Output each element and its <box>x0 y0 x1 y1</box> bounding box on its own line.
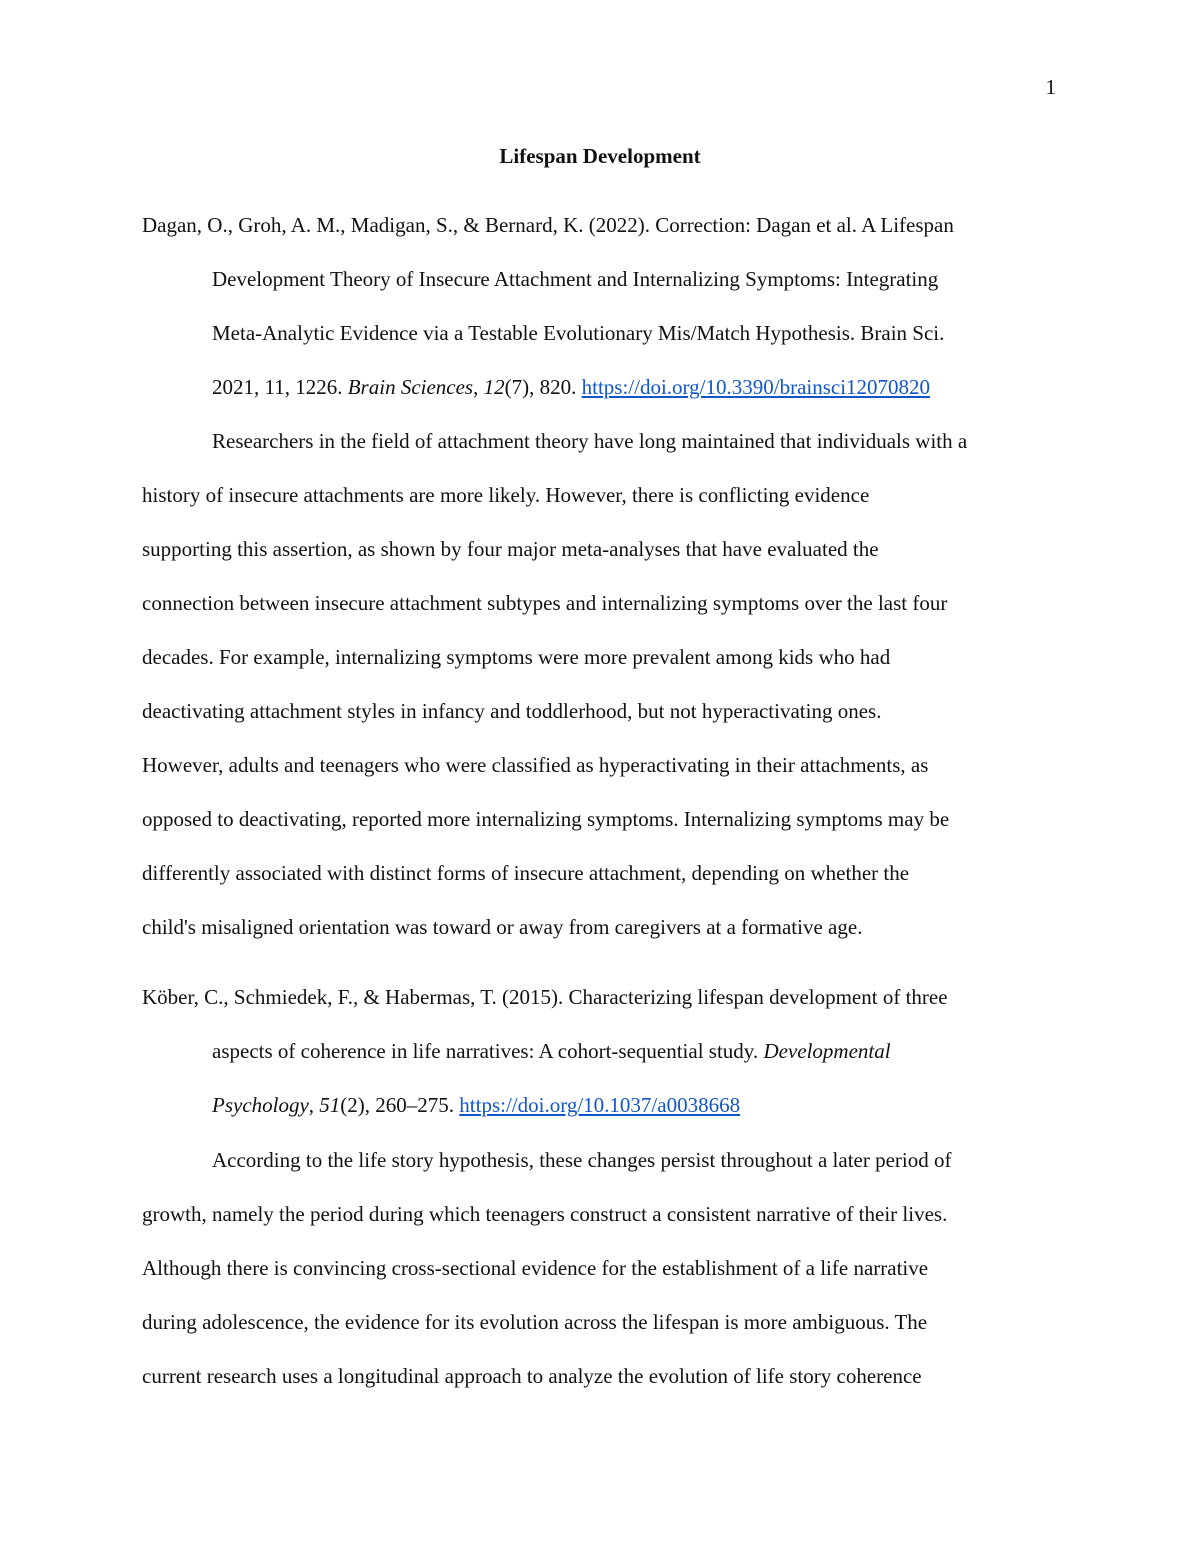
paragraph-2-line: current research uses a longitudinal approach to analyze the evolution of life story coherence <box>142 1364 922 1388</box>
reference-1-separator: , <box>473 375 484 399</box>
reference-1-line-2: Development Theory of Insecure Attachment and Internalizing Symptoms: Integrating <box>212 267 939 291</box>
paragraph-1-line: However, adults and teenagers who were classified as hyperactivating in their attachments, as <box>142 753 929 777</box>
paragraph-1-line: differently associated with distinct forms of insecure attachment, depending on whether the <box>142 861 910 885</box>
paragraph-2-line: growth, namely the period during which teenagers construct a consistent narrative of their lives. <box>142 1202 948 1226</box>
reference-2-line-2 <box>212 1038 891 1065</box>
page-number: 1 <box>1045 75 1056 99</box>
reference-2-issue-pages: (2), 260–275. <box>340 1093 460 1117</box>
reference-2-title-text: aspects of coherence in life narratives: A cohort-sequential study. <box>212 1039 764 1063</box>
reference-1-volume: 12 <box>483 375 505 399</box>
reference-2-doi-link[interactable]: https://doi.org/10.1037/a0038668 <box>459 1093 741 1117</box>
reference-1-line-3: Meta-Analytic Evidence via a Testable Evolutionary Mis/Match Hypothesis. Brain Sci. <box>212 321 945 345</box>
reference-1-year-text: 2021, 11, 1226. <box>212 375 348 399</box>
reference-1-line-4 <box>212 374 930 401</box>
reference-2-line-1: Köber, C., Schmiedek, F., & Habermas, T. (2015). Characterizing lifespan development of three <box>142 985 948 1009</box>
paragraph-1-line: connection between insecure attachment subtypes and internalizing symptoms over the last four <box>142 591 948 615</box>
paragraph-1-line: Researchers in the field of attachment theory have long maintained that individuals with a <box>212 429 968 453</box>
paragraph-2-line: Although there is convincing cross-sectional evidence for the establishment of a life narrative <box>142 1256 929 1280</box>
document-title: Lifespan Development <box>499 144 701 168</box>
reference-2-separator: , <box>308 1093 320 1117</box>
paragraph-1-line: history of insecure attachments are more likely. However, there is conflicting evidence <box>142 483 870 507</box>
paragraph-1-line: opposed to deactivating, reported more internalizing symptoms. Internalizing symptoms may be <box>142 807 950 831</box>
reference-2-line-3 <box>212 1092 740 1119</box>
paragraph-1-line: decades. For example, internalizing symptoms were more prevalent among kids who had <box>142 645 891 669</box>
paragraph-1-line: supporting this assertion, as shown by four major meta-analyses that have evaluated the <box>142 537 879 561</box>
paragraph-2-line: during adolescence, the evidence for its evolution across the lifespan is more ambiguous. The <box>142 1310 928 1334</box>
reference-1-line-1: Dagan, O., Groh, A. M., Madigan, S., & Bernard, K. (2022). Correction: Dagan et al. A Lifespan <box>142 213 954 237</box>
reference-2-journal-part-2: Psychology <box>212 1093 309 1117</box>
paragraph-2-line: According to the life story hypothesis, these changes persist throughout a later period of <box>212 1148 952 1172</box>
paragraph-1-line: deactivating attachment styles in infancy and toddlerhood, but not hyperactivating ones. <box>142 699 882 723</box>
reference-1-doi-link[interactable]: https://doi.org/10.3390/brainsci12070820 <box>581 375 931 399</box>
reference-1-issue-pages: (7), 820. <box>504 375 582 399</box>
paragraph-1-line: child's misaligned orientation was toward or away from caregivers at a formative age. <box>142 915 863 939</box>
reference-2-journal-part-1: Developmental <box>763 1039 891 1063</box>
reference-2-volume: 51 <box>319 1093 341 1117</box>
reference-1-journal: Brain Sciences <box>347 375 474 399</box>
